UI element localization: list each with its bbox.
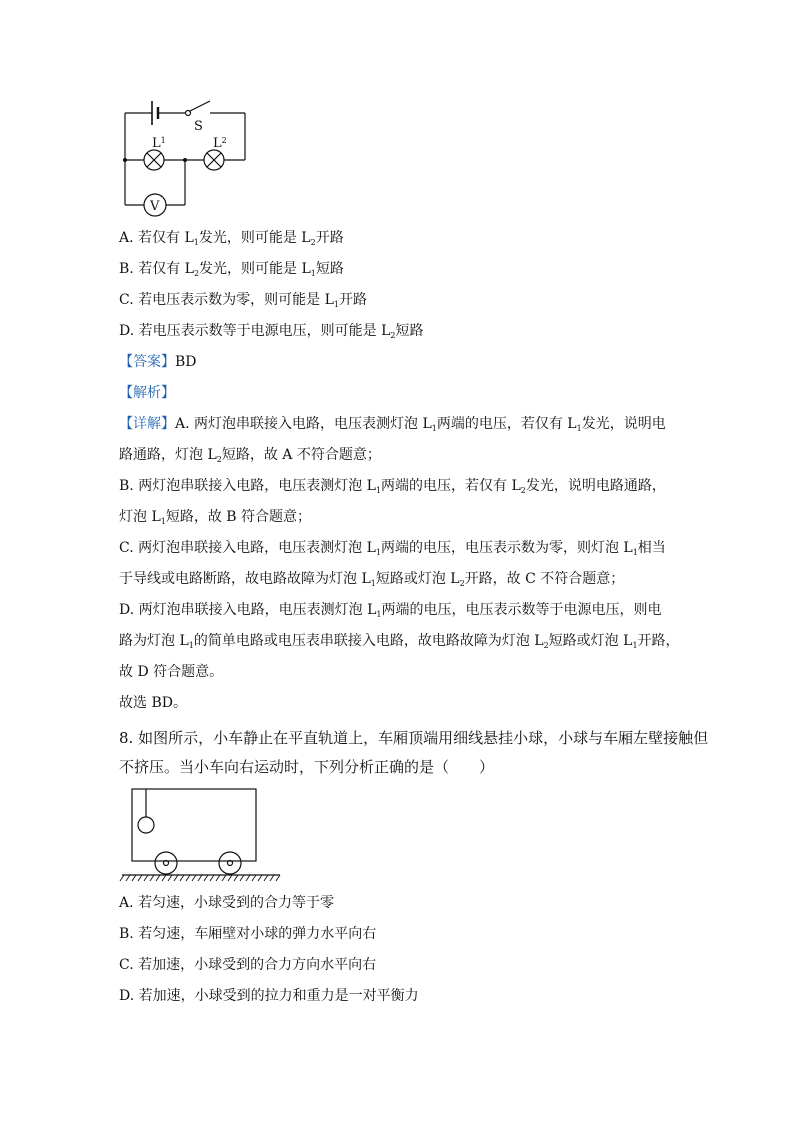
detail-c-line2: 于导线或电路断路，故电路故障为灯泡 $L_1$短路或灯泡 $L_2$开路，故 C 不符合题意； [119,571,625,588]
q8-stem-line1: 8. 如图所示，小车静止在平直轨道上，车厢顶端用细线悬挂小球，小球与车厢左壁接触但 [119,729,709,747]
detail-d-line3: 故 D 符合题意。 [119,664,224,680]
analysis-heading: 【解析】 [119,385,175,401]
detail-c-line1: C. 两灯泡串联接入电路，电压表测灯泡 $L_1$两端的电压，电压表示数为零，则灯泡 $L_1$相当 [119,540,666,557]
answer-tag: 【答案】 [119,354,175,370]
svg-text:L1 [152,136,166,151]
circuit-diagram [115,95,255,220]
lamp2-sub: 2 [221,136,227,145]
q8-option-c: C. 若加速，小球受到的合力方向水平向右 [119,957,377,973]
detail-d-line1: D. 两灯泡串联接入电路，电压表测灯泡 $L_1$两端的电压，电压表示数等于电源电压，则电 [119,602,662,619]
detail-b-line2: 灯泡 $L_1$短路，故 B 符合题意； [119,509,312,526]
q8-option-b: B. 若匀速，车厢壁对小球的弹力水平向右 [119,926,377,942]
q8-option-a: A. 若匀速，小球受到的合力等于零 [119,895,335,911]
q7-option-b: B. 若仅有 $L_2$发光，则可能是 $L_1$短路 [119,261,344,278]
switch-label: S [194,119,203,134]
q8-option-d: D. 若加速，小球受到的拉力和重力是一对平衡力 [119,988,419,1004]
conclusion: 故选 BD。 [119,695,187,711]
answer-line [119,352,197,372]
q7-option-d: D. 若电压表示数等于电源电压，则可能是 $L_2$短路 [119,323,424,340]
detail-a-line1: 【详解】A. 两灯泡串联接入电路，电压表测灯泡 $L_1$两端的电压，若仅有 $L_1$发光，说明电 [119,416,666,433]
voltmeter-label: V [150,199,160,214]
detail-a-line2: 路通路，灯泡 $L_2$短路，故 A 不符合题意； [119,447,381,464]
q7-option-a: A. 若仅有 $L_1$发光，则可能是 $L_2$开路 [119,230,344,247]
lamp2-label: L [213,136,222,151]
cart-diagram [120,785,290,885]
detail-d-line2: 路为灯泡 $L_1$的简单电路或电压表串联接入电路，故电路故障为灯泡 $L_2$短路或灯泡 $L_1$开路， [119,633,680,650]
q8-stem-line2: 不挤压。当小车向右运动时，下列分析正确的是（ ） [119,758,495,776]
svg-text:L2 [213,136,227,151]
detail-b-line1: B. 两灯泡串联接入电路，电压表测灯泡 $L_1$两端的电压，若仅有 $L_2$发光，说明电路通路， [119,478,666,495]
lamp1-label: L [152,136,161,151]
answer-value: BD [175,354,197,370]
lamp1-sub: 1 [160,136,166,145]
q7-option-c: C. 若电压表示数为零，则可能是 $L_1$开路 [119,292,367,309]
